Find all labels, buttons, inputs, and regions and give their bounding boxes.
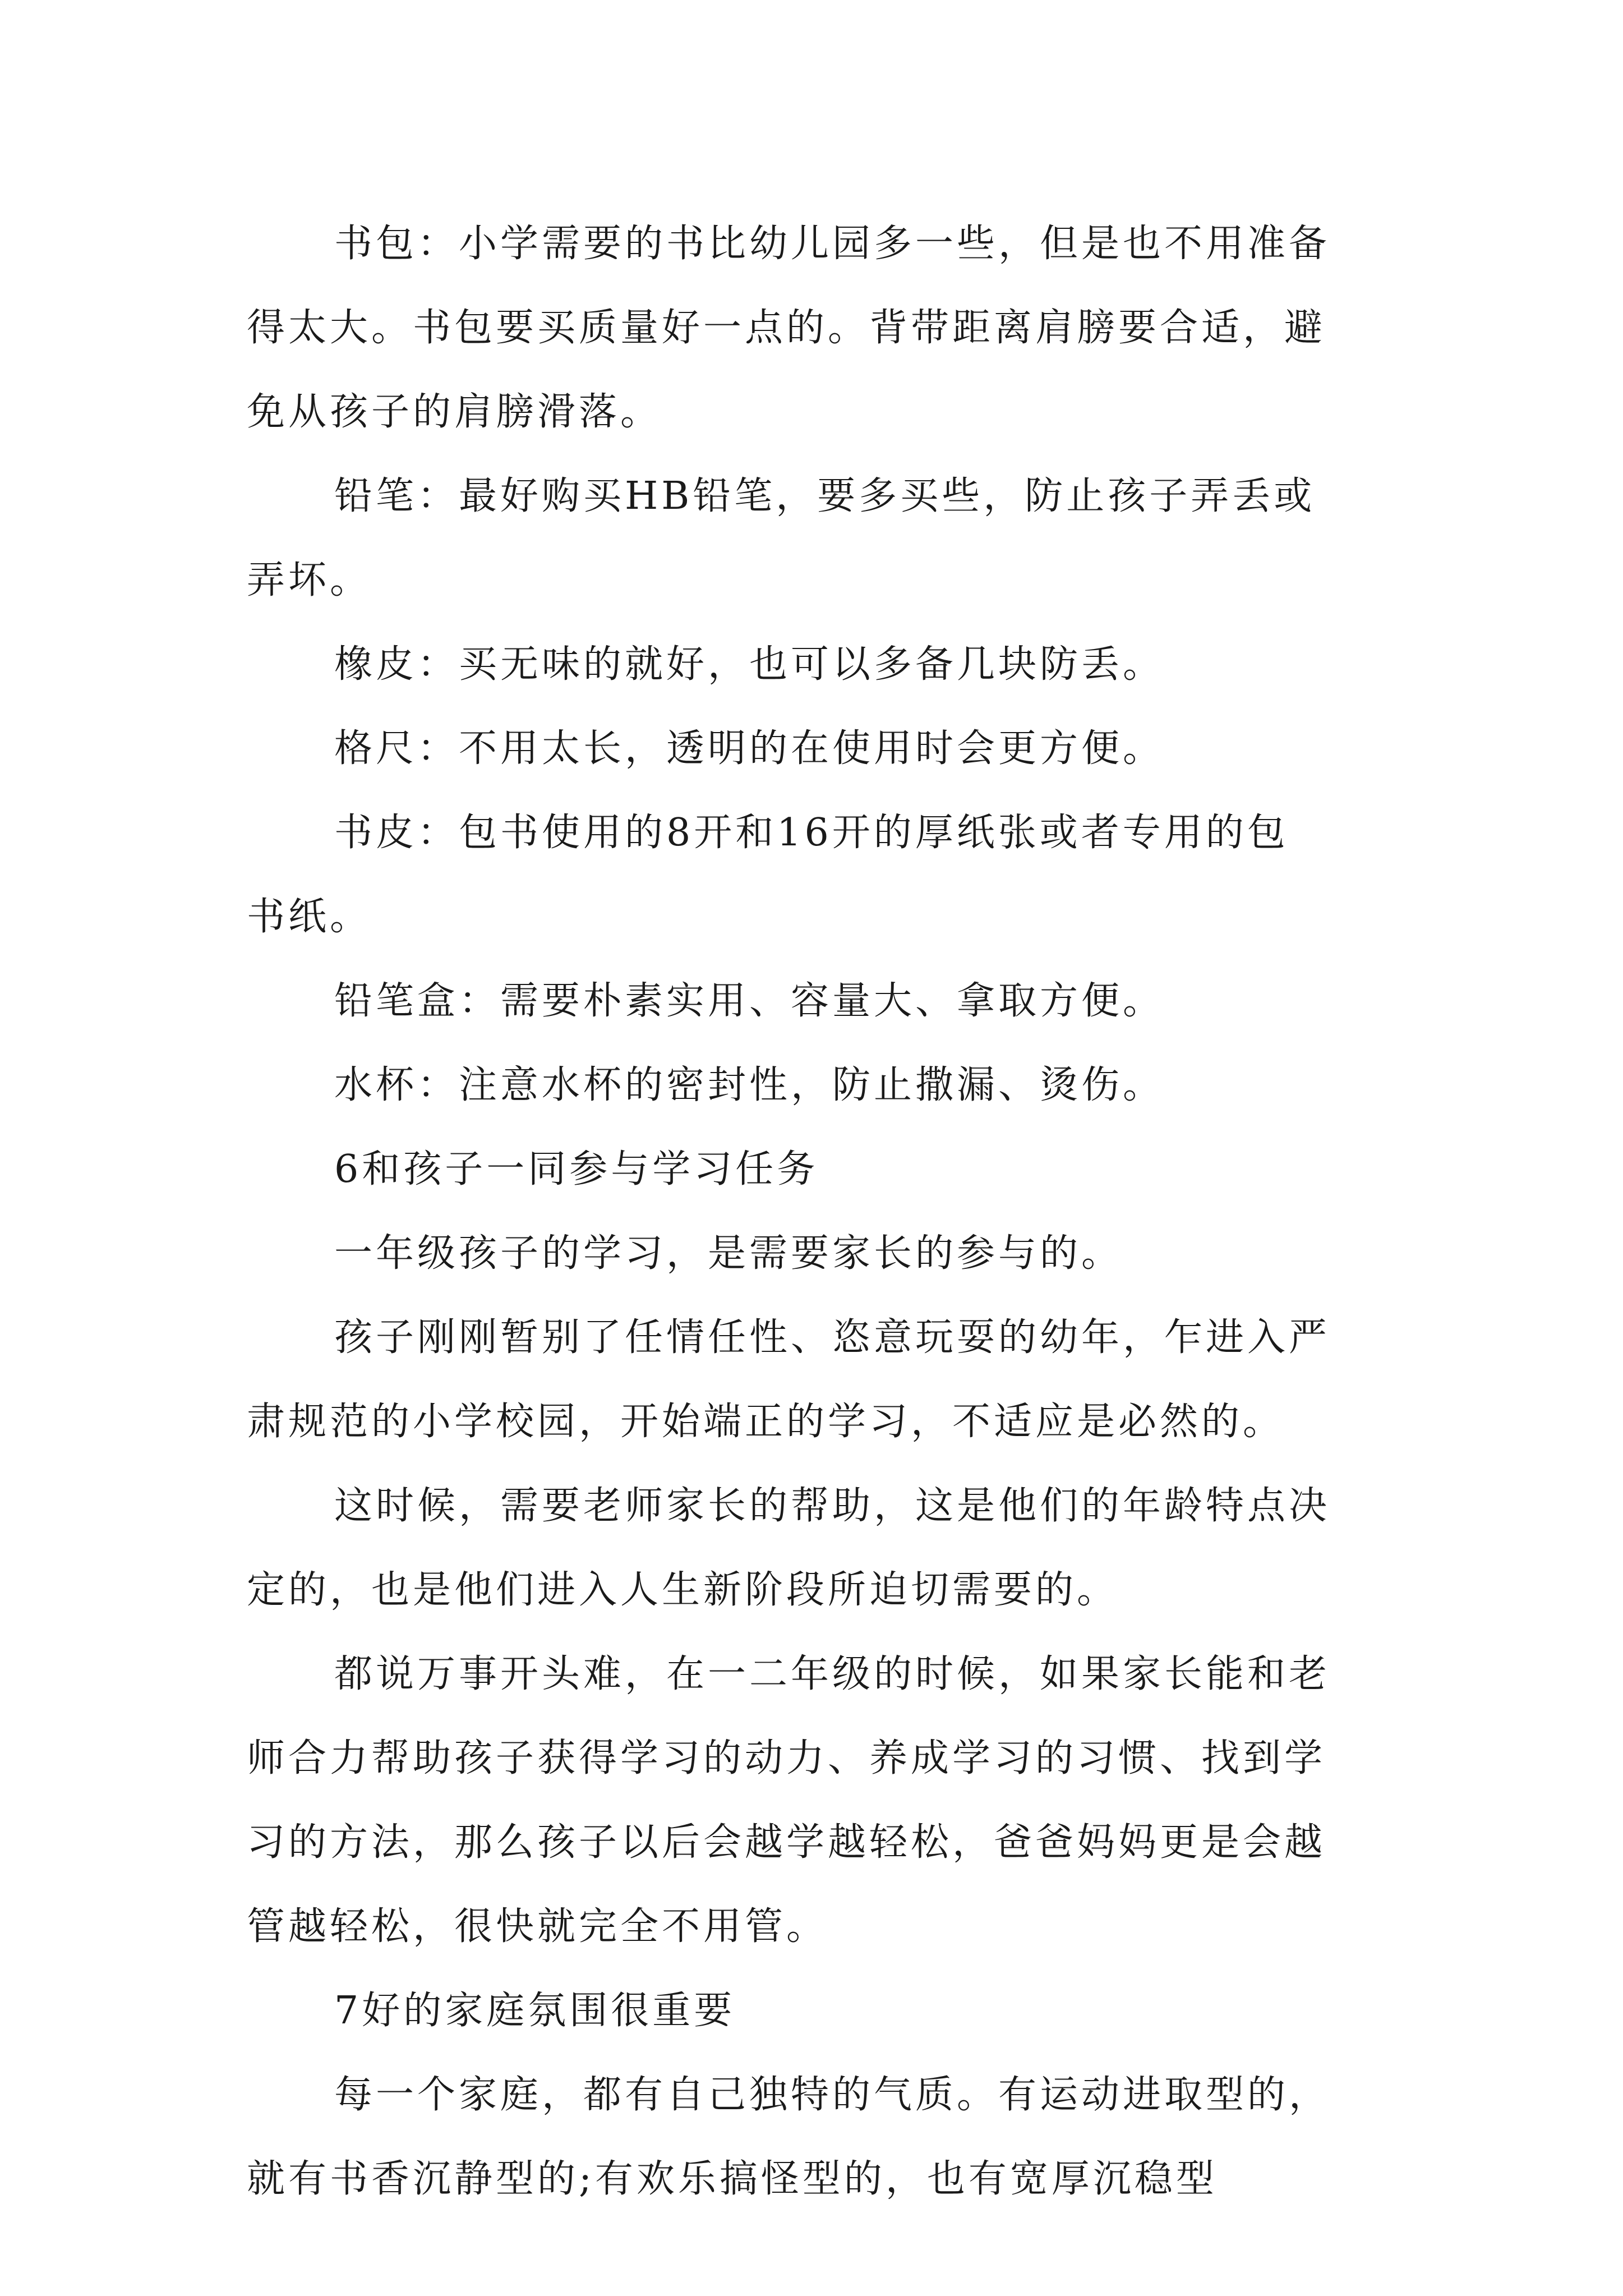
text-line: 铅笔：最好购买HB铅笔，要多买些，防止孩子弄丢或	[334, 474, 1316, 518]
text-line: 肃规范的小学校园，开始端正的学习，不适应是必然的。	[247, 1400, 1285, 1444]
text-line: 7好的家庭氛围很重要	[334, 1989, 736, 2033]
text-line: 得太大。书包要买质量好一点的。背带距离肩膀要合适，避	[247, 306, 1326, 350]
text-line: 习的方法，那么孩子以后会越学越轻松，爸爸妈妈更是会越	[247, 1820, 1326, 1865]
text-line: 橡皮：买无味的就好，也可以多备几块防丢。	[334, 642, 1165, 687]
text-line: 师合力帮助孩子获得学习的动力、养成学习的习惯、找到学	[247, 1736, 1326, 1780]
text-line: 都说万事开头难，在一二年级的时候，如果家长能和老	[334, 1652, 1331, 1696]
text-line: 6和孩子一同参与学习任务	[334, 1147, 819, 1191]
text-line: 定的，也是他们进入人生新阶段所迫切需要的。	[247, 1568, 1119, 1612]
text-line: 管越轻松，很快就完全不用管。	[247, 1904, 828, 1949]
text-line: 这时候，需要老师家长的帮助，这是他们的年龄特点决	[334, 1484, 1331, 1528]
text-line: 书纸。	[247, 895, 372, 939]
text-line: 免从孩子的肩膀滑落。	[247, 390, 662, 434]
text-line: 弄坏。	[247, 558, 372, 602]
text-line: 书包：小学需要的书比幼儿园多一些，但是也不用准备	[334, 222, 1331, 266]
text-line: 格尺：不用太长，透明的在使用时会更方便。	[334, 726, 1165, 771]
text-line: 铅笔盒：需要朴素实用、容量大、拿取方便。	[334, 979, 1165, 1023]
text-line: 水杯：注意水杯的密封性，防止撒漏、烫伤。	[334, 1063, 1165, 1107]
text-line: 孩子刚刚暂别了任情任性、恣意玩耍的幼年，乍进入严	[334, 1315, 1331, 1360]
text-line: 每一个家庭，都有自己独特的气质。有运动进取型的，	[334, 2073, 1331, 2117]
document-body	[247, 202, 1391, 2221]
text-line: 一年级孩子的学习，是需要家长的参与的。	[334, 1231, 1123, 1276]
text-line: 就有书香沉静型的;有欢乐搞怪型的，也有宽厚沉稳型	[247, 2157, 1218, 2201]
text-line: 书皮：包书使用的8开和16开的厚纸张或者专用的包	[334, 811, 1289, 855]
